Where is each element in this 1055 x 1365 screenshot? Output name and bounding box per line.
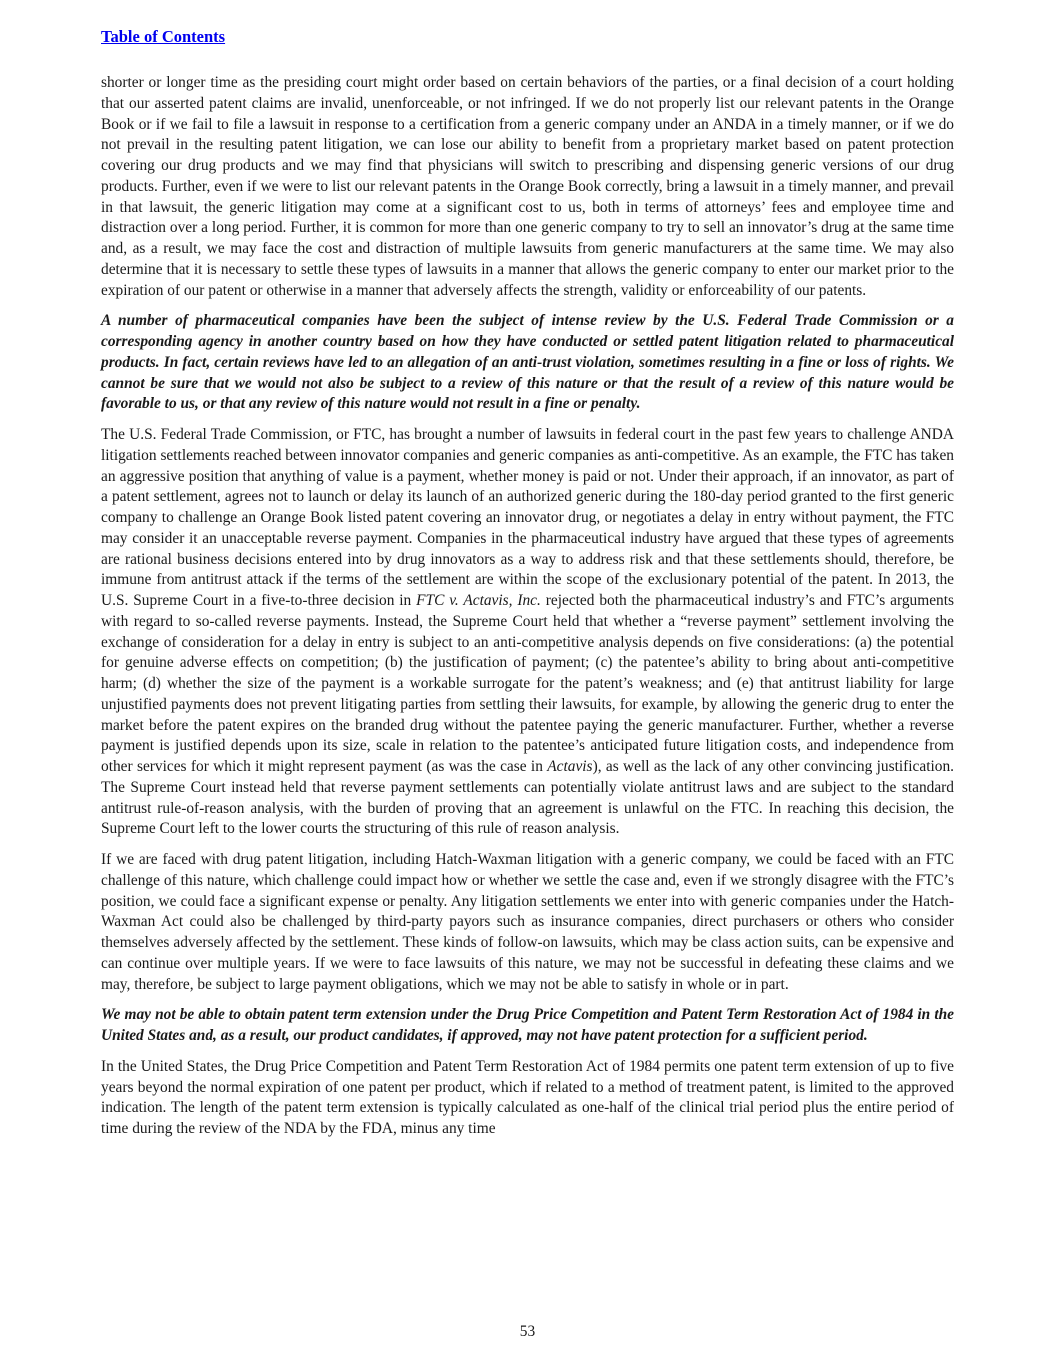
heading-patent-term-extension-risk: We may not be able to obtain patent term extension under the Drug Price Competition and Patent Term Restoration Act of 1984 in the United States and, as a result, our product candidates, if approved, may not have patent protection for a sufficient period. <box>101 1006 954 1044</box>
case-citation-ftc-v-actavis: FTC v. Actavis, Inc. <box>416 592 541 609</box>
paragraph-orange-book-litigation: shorter or longer time as the presiding court might order based on certain behaviors of the parties, or a final decision of a court holding that our asserted patent claims are invalid, unenforceable, or not infringed. If we do not properly list our relevant patents in the Orange Book or if we fail to file a lawsuit in response to a certification from a generic company under an ANDA in a timely manner, or if we do not prevail in the resulting patent litigation, we can lose our ability to benefit from a proprietary market based on patent protection covering our drug products and we may find that physicians will switch to prescribing and dispensing generic versions of our drug products. Further, even if we were to list our relevant patents in the Orange Book correctly, bring a lawsuit in a timely manner, and prevail in that lawsuit, the generic litigation may come at a significant cost to us, both in terms of attorneys’ fees and employee time and distraction over a long period. Further, it is common for more than one generic company to try to sell an innovator’s drug at the same time and, as a result, we may face the cost and distraction of multiple lawsuits from generic manufacturers at the same time. We may also determine that it is necessary to settle these types of lawsuits in a manner that allows the generic company to enter our market prior to the expiration of our patent or otherwise in a manner that adversely affects the strength, validity or enforceability of our patents. <box>101 74 954 299</box>
paragraph-hatch-waxman-challenge: If we are faced with drug patent litigation, including Hatch-Waxman litigation with a generic company, we could be faced with an FTC challenge of this nature, which challenge could impact how or whether we settle the case and, even if we strongly disagree with the FTC’s position, we could face a significant expense or penalty. Any litigation settlements we enter into with generic companies under the Hatch-Waxman Act could also be challenged by third-party payors such as insurance companies, direct purchasers or others who consider themselves adversely affected by the settlement. These kinds of follow-on lawsuits, which may be class action suits, can be expensive and can continue over multiple years. If we were to face lawsuits of this nature, we may not be successful in defeating these claims and we may, therefore, be subject to large payment obligations, which we may not be able to satisfy in whole or in part. <box>101 851 954 993</box>
paragraph-patent-term-restoration: In the United States, the Drug Price Competition and Patent Term Restoration Act of 1984 permits one patent term extension of up to five years beyond the normal expiration of one patent per product, which if related to a method of treatment patent, is limited to the approved indication. The length of the patent term extension is typically calculated as one-half of the clinical trial period plus the entire period of time during the review of the NDA by the FDA, minus any time <box>101 1057 954 1137</box>
paragraph-ftc-text-part3: ), as well as the lack of any other convincing justification. The Supreme Court instead held that reverse payment settlements can potentially violate antitrust laws and are subject to the standard antitrust rule-of-reason analysis, with the burden of proving that an agreement is unlawful on the FTC. In reaching this decision, the Supreme Court left to the lower courts the structuring of this rule of reason analysis. <box>101 758 954 838</box>
document-body <box>101 73 954 1150</box>
paragraph-ftc-text-part2: rejected both the pharmaceutical industry’s and FTC’s arguments with regard to so-called reverse payments. Instead, the Supreme Court held that whether a “reverse payment” settlement involving the exchange of consideration for a delay in entry is subject to an anti-competitive analysis depends on five considerations: (a) the potential for genuine adverse effects on competition; (b) the justification of payment; (c) the patentee’s ability to bring about anti-competitive harm; (d) whether the size of the payment is a workable surrogate for the patent’s weakness; and (e) that antitrust liability for large unjustified payments does not prevent litigating parties from settling their lawsuits, for example, by allowing the generic drug to enter the market before the patent expires on the branded drug without the patentee paying the generic manufacturer. Further, whether a reverse payment is justified depends upon its size, scale in relation to the patentee’s anticipated future litigation costs, and independence from other services for which it might represent payment (as was the case in <box>101 592 954 775</box>
paragraph-ftc-text-part1: The U.S. Federal Trade Commission, or FTC, has brought a number of lawsuits in federal court in the past few years to challenge ANDA litigation settlements reached between innovator companies and generic companies as anti-competitive. As an example, the FTC has taken an aggressive position that anything of value is a payment, whether money is paid or not. Under their approach, if an innovator, as part of a patent settlement, agrees not to launch or delay its launch of an authorized generic during the 180-day period granted to the first generic company to challenge an Orange Book listed patent covering an innovator drug, or negotiates a delay in entry without payment, the FTC may consider it an unacceptable reverse payment. Companies in the pharmaceutical industry have argued that these types of agreements are rational business decisions entered into by drug innovators as a way to address risk and that these settlements should, therefore, be immune from antitrust attack if the terms of the settlement are within the scope of the exclusionary potential of the patent. In 2013, the U.S. Supreme Court in a five-to-three decision in <box>101 426 954 609</box>
paragraph-ftc-lawsuits <box>101 425 954 840</box>
page-number: 53 <box>519 1323 536 1340</box>
case-citation-actavis: Actavis <box>547 758 593 775</box>
heading-ftc-review-risk: A number of pharmaceutical companies have been the subject of intense review by the U.S. Federal Trade Commission or a corresponding agency in another country based on how they have conducted or settled patent litigation related to pharmaceutical products. In fact, certain reviews have led to an allegation of an anti-trust violation, sometimes resulting in a fine or loss of rights. We cannot be sure that we would not also be subject to a review of this nature or that the result of a review of this nature would be favorable to us, or that any review of this nature would not result in a fine or penalty. <box>101 312 954 413</box>
table-of-contents-link[interactable]: Table of Contents <box>101 27 226 46</box>
